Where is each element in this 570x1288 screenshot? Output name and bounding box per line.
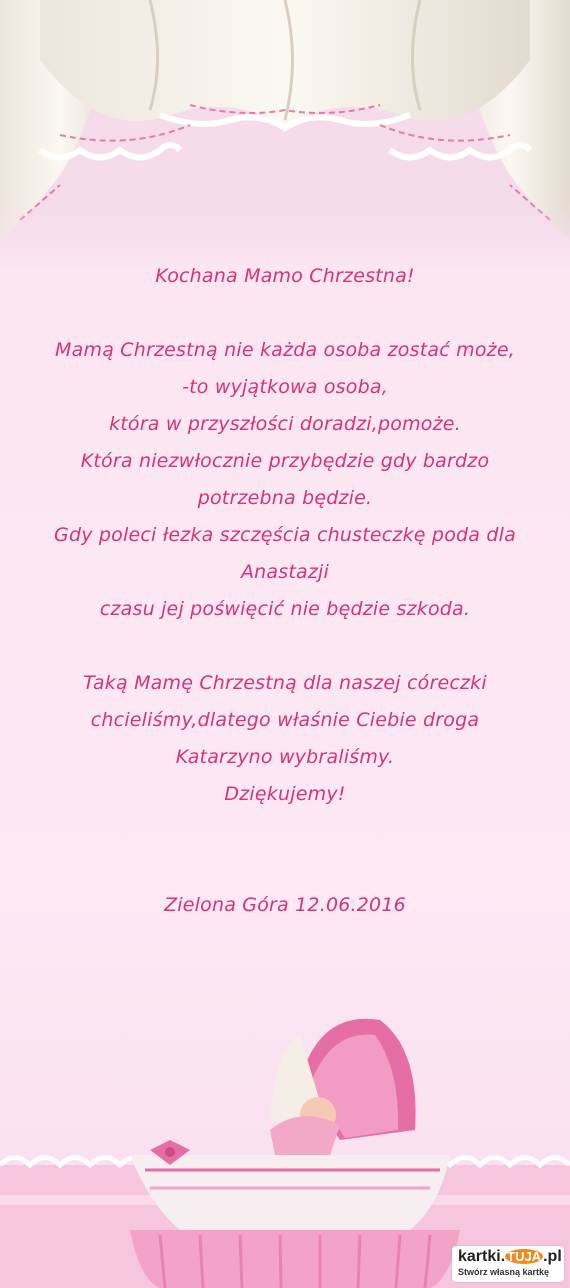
closing-line: Katarzyno wybraliśmy. xyxy=(175,746,395,768)
greeting-text: Kochana Mamo Chrzestna! xyxy=(155,265,415,287)
lace-curtain-icon xyxy=(0,0,570,270)
poem-line: Mamą Chrzestną nie każda osoba zostać może, xyxy=(55,339,515,361)
poem-line: czasu jej poświęcić nie będzie szkoda. xyxy=(99,598,471,620)
logo-brand: kartki. TUJA .pl xyxy=(458,1248,562,1265)
poem-line: która w przyszłości doradzi,pomoże. xyxy=(109,413,461,435)
closing-line: Taką Mamę Chrzestną dla naszej córeczki xyxy=(83,672,487,694)
poem-line: potrzebna będzie. xyxy=(197,487,373,509)
poem-line: -to wyjątkowa osoba, xyxy=(182,376,388,398)
signature-text: Zielona Góra 12.06.2016 xyxy=(164,894,406,916)
card-message xyxy=(0,258,570,924)
pink-cradle-icon xyxy=(0,990,570,1288)
poem-line: Gdy poleci łezka szczęścia chusteczkę poda dla xyxy=(54,524,516,546)
kartki-tuja-logo xyxy=(452,1246,564,1282)
closing-line: chcieliśmy,dlatego właśnie Ciebie droga xyxy=(90,709,480,731)
logo-tagline: Stwórz własną kartkę xyxy=(458,1267,550,1277)
poem-line: Anastazji xyxy=(240,561,329,583)
poem-line: Która niezwłocznie przybędzie gdy bardzo xyxy=(80,450,490,472)
closing-line: Dziękujemy! xyxy=(224,783,346,805)
